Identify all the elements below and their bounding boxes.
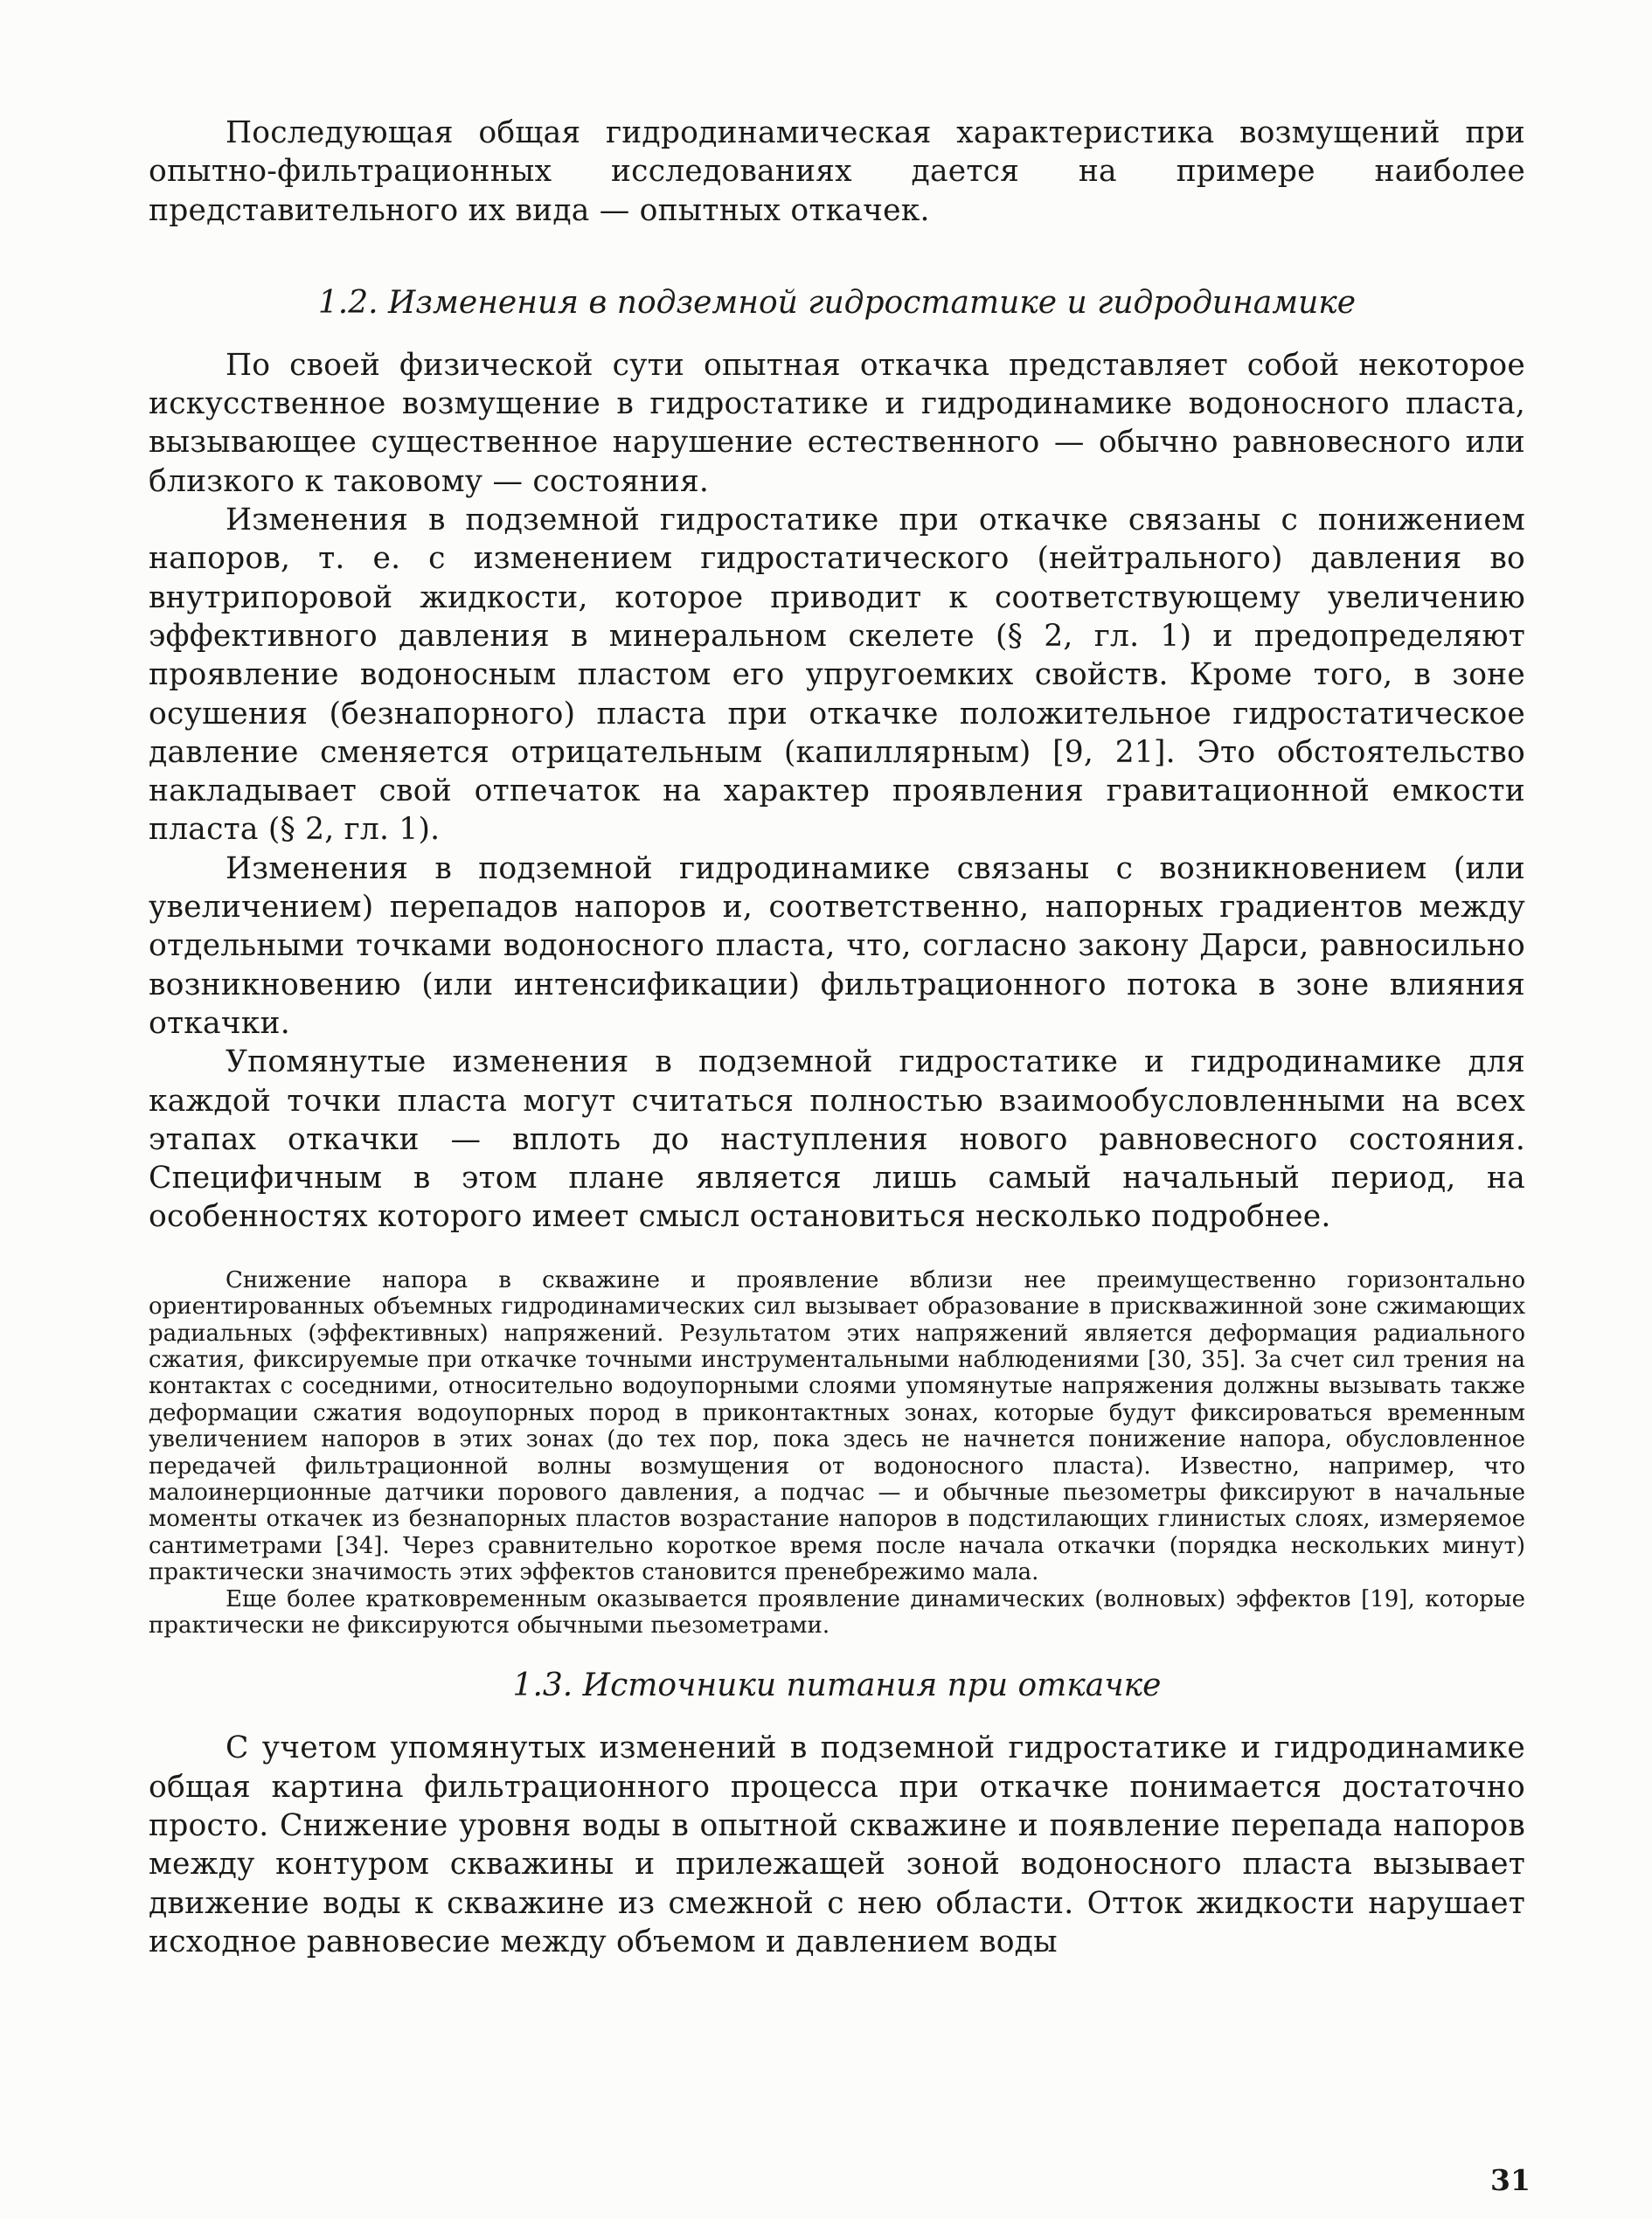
small-paragraph: Еще более кратковременным оказывается проявление динамических (волновых) эффектов [19], которые практически не фиксируются обычными пьезометрами.	[149, 1585, 1525, 1639]
page-content	[149, 114, 1525, 1961]
section-heading-1-3: 1.3. Источники питания при откачке	[512, 1668, 1162, 1704]
paragraph: Упомянутые изменения в подземной гидростатике и гидродинамике для каждой точки пласта могут считаться полностью взаимообусловленными на всех этапах откачки — вплоть до наступления нового равновесного состояния. Специфичным в этом плане является лишь самый начальный период, на особенностях которого имеет смысл остановиться несколько подробнее.	[149, 1044, 1525, 1235]
small-paragraph: Снижение напора в скважине и проявление вблизи нее преимущественно горизонтально ориентированных объемных гидродинамических сил вызывает образование в прискважинной зоне сжимающих радиальных (эффективных) напряжений. Результатом этих напряжений является деформация радиального сжатия, фиксируемые при откачке точными инструментальными наблюдениями [30, 35]. За счет сил трения на контактах с соседними, относительно водоупорными слоями упомянутые напряжения должны вызывать также деформации сжатия водоупорных пород в приконтактных зонах, которые будут фиксироваться временным увеличением напоров в этих зонах (до тех пор, пока здесь не начнется понижение напора, обусловленное передачей фильтрационной волны возмущения от водоносного пласта). Известно, например, что малоинерционные датчики порового давления, а подчас — и обычные пьезометры фиксируют в начальные моменты откачек из безнапорных пластов возрастание напоров в подстилающих глинистых слоях, измеряемое сантиметрами [34]. Через сравнительно короткое время после начала откачки (порядка нескольких минут) практически значимость этих эффектов становится пренебрежимо мала.	[149, 1266, 1525, 1586]
small-print-block	[149, 1267, 1525, 1640]
paragraph: Изменения в подземной гидростатике при откачке связаны с понижением напоров, т. е. с изменением гидростатического (нейтрального) давления во внутрипоровой жидкости, которое приводит к соответствующему увеличению эффективного давления в минеральном скелете (§ 2, гл. 1) и предопределяют проявление водоносным пластом его упругоемких свойств. Кроме того, в зоне осушения (безнапорного) пласта при откачке положительное гидростатическое давление сменяется отрицательным (капиллярным) [9, 21]. Это обстоятельство накладывает свой отпечаток на характер проявления гравитационной емкости пласта (§ 2, гл. 1).	[149, 503, 1525, 848]
section-heading-1-2: 1.2. Изменения в подземной гидростатике и гидродинамике	[317, 284, 1357, 321]
paragraph: С учетом упомянутых изменений в подземной гидростатике и гидродинамике общая картина фильтрационного процесса при откачке понимается достаточно просто. Снижение уровня воды в опытной скважине и появление перепада напоров между контуром скважины и прилежащей зоной водоносного пласта вызывает движение воды к скважине из смежной с нею области. Отток жидкости нарушает исходное равновесие между объемом и давлением воды	[149, 1730, 1525, 1959]
paragraph: Изменения в подземной гидродинамике связаны с возникновением (или увеличением) перепадов напоров и, соответственно, напорных градиентов между отдельными точками водоносного пласта, что, согласно закону Дарси, равносильно возникновению (или интенсификации) фильтрационного потока в зоне влияния откачки.	[149, 850, 1525, 1041]
page-number: 31	[1490, 2163, 1531, 2197]
paragraph: По своей физической сути опытная откачка представляет собой некоторое искусственное возмущение в гидростатике и гидродинамике водоносного пласта, вызывающее существенное нарушение естественного — обычно равновесного или близкого к таковому — состояния.	[149, 347, 1525, 499]
intro-paragraph: Последующая общая гидродинамическая характеристика возмущений при опытно-фильтрационных исследованиях дается на примере наиболее представительного их вида — опытных откачек.	[149, 115, 1525, 228]
